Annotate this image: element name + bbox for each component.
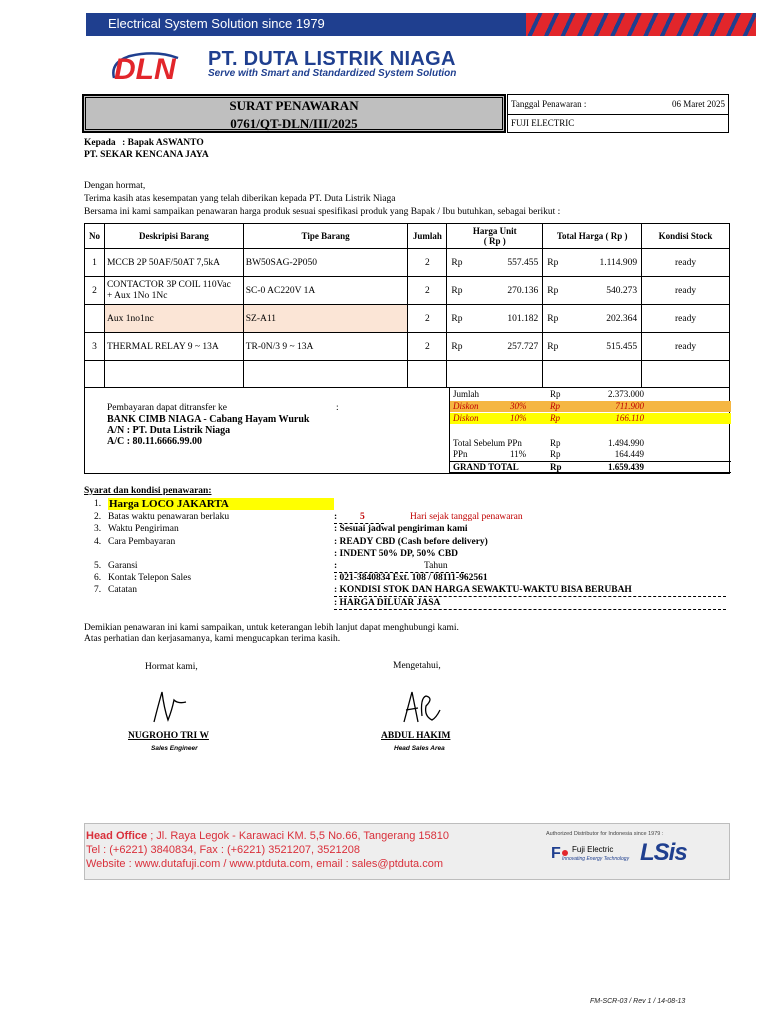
- closing-text: [84, 623, 459, 645]
- date-box: [507, 94, 729, 133]
- footer-web: Website : www.dutafuji.com / www.ptduta.com, email : sales@ptduta.com: [86, 858, 443, 870]
- document-title: SURAT PENAWARAN: [229, 98, 359, 113]
- currency: Rp: [547, 341, 559, 352]
- header-stripes: [526, 13, 756, 36]
- validity-note: Hari sejak tanggal penawaran: [410, 512, 523, 522]
- form-code: FM-SCR-03 / Rev 1 / 14-08-13: [590, 998, 686, 1005]
- header-qty: Jumlah: [408, 224, 447, 249]
- dln-logo: [108, 48, 200, 84]
- total-sebelum-ppn: Total Sebelum PPn Rp 1.494.990: [453, 438, 644, 448]
- fuji-name: Fuji Electric: [572, 845, 614, 854]
- row-no: 1: [85, 249, 105, 277]
- currency: Rp: [547, 313, 559, 324]
- right-signature-name: ABDUL HAKIM: [381, 731, 451, 741]
- row-unit-price: [447, 277, 543, 305]
- payment-colon: :: [336, 403, 339, 413]
- term-notes: 7. Catatan : KONDISI STOK DAN HARGA SEWAKTU-WAKTU BISA BERUBAH: [94, 585, 632, 595]
- row-type: TR-0N/3 9 ~ 13A: [243, 333, 408, 361]
- right-signature-image: [396, 686, 444, 728]
- payment-info: [107, 403, 309, 447]
- term-price: 1. Harga LOCO JAKARTA: [84, 498, 734, 510]
- row-desc: Aux 1no1nc: [104, 305, 243, 333]
- footer-office-line: [86, 830, 449, 842]
- row-desc: [104, 277, 243, 305]
- row-total: [543, 305, 642, 333]
- row-qty: 2: [408, 333, 447, 361]
- row-stock: ready: [642, 249, 730, 277]
- row-qty: 2: [408, 277, 447, 305]
- term-payment: 4. Cara Pembayaran : READY CBD (Cash before delivery): [94, 537, 488, 547]
- kepada-value: : Bapak ASWANTO: [122, 138, 204, 148]
- company-name: PT. DUTA LISTRIK NIAGA: [208, 48, 456, 70]
- currency: Rp: [451, 313, 463, 324]
- header-band: [86, 13, 756, 36]
- header-unit-price: [447, 224, 543, 249]
- brand-name: FUJI ELECTRIC: [508, 114, 728, 131]
- row-qty: 2: [408, 249, 447, 277]
- closing-line-2: Atas perhatian dan kerjasamanya, kami mengucapkan terima kasih.: [84, 634, 341, 644]
- total-diskon-2: Diskon 10% Rp 166.110: [450, 413, 731, 424]
- company-slogan: Serve with Smart and Standardized System Solution: [208, 68, 457, 79]
- table-row: [85, 249, 730, 277]
- date-label: Tanggal Penawaran :: [511, 99, 587, 109]
- row-total: [543, 277, 642, 305]
- row-type: BW50SAG-2P050: [243, 249, 408, 277]
- tagline: Electrical System Solution since 1979: [108, 16, 325, 31]
- svg-text:F: F: [551, 845, 561, 861]
- left-signature-role: Hormat kami,: [145, 662, 198, 672]
- header-unit-price-label: Harga Unit: [472, 226, 517, 236]
- currency: Rp: [547, 285, 559, 296]
- left-signature-name: NUGROHO TRI W: [128, 731, 209, 741]
- term-notes-2: : HARGA DILUAR JASA: [334, 598, 441, 608]
- row-total: [543, 333, 642, 361]
- row-no: 2: [85, 277, 105, 305]
- right-signature-title: Head Sales Area: [394, 745, 445, 752]
- payment-line: Pembayaran dapat ditransfer ke: [107, 403, 228, 413]
- left-signature-title: Sales Engineer: [151, 745, 198, 752]
- footer-authorized: Authorized Distributor for Indonesia since 1979 :: [546, 831, 664, 837]
- row-type: SZ-A11: [243, 305, 408, 333]
- date-value: 06 Maret 2025: [672, 99, 725, 109]
- logo-text: DLN: [114, 53, 176, 84]
- term-contact: 6. Kontak Telepon Sales : 021-3840834 Ext. 108 / 08111-962561: [94, 573, 488, 583]
- row-unit-price: [447, 305, 543, 333]
- totals-panel: [449, 388, 730, 474]
- unit-price-value: 257.727: [507, 341, 539, 352]
- document-title-box: [82, 94, 506, 133]
- row-no: [85, 305, 105, 333]
- fuji-tagline: Innovating Energy Technology: [562, 856, 630, 862]
- currency: Rp: [451, 285, 463, 296]
- row-qty: 2: [408, 305, 447, 333]
- unit-price-value: 557.455: [507, 257, 539, 268]
- row-desc: THERMAL RELAY 9 ~ 13A: [104, 333, 243, 361]
- unit-price-value: 101.182: [507, 313, 539, 324]
- total-value: 540.273: [606, 285, 638, 296]
- footer-tel: Tel : (+6221) 3840834, Fax : (+6221) 3521207, 3521208: [86, 844, 360, 856]
- recipient-line: [84, 138, 204, 148]
- account-number: A/C : 80.11.6666.99.00: [107, 436, 202, 447]
- grand-total: GRAND TOTAL Rp 1.659.439: [450, 461, 731, 473]
- currency: Rp: [547, 257, 559, 268]
- kepada-label: Kepada: [84, 138, 116, 148]
- terms-heading: Syarat dan kondisi penawaran:: [84, 486, 212, 496]
- total-ppn: PPn 11% Rp 164.449: [453, 449, 644, 459]
- term-warranty: 5. Garansi : Tahun: [94, 561, 448, 571]
- header-total: Total Harga ( Rp ): [543, 224, 642, 249]
- recipient-company: PT. SEKAR KENCANA JAYA: [84, 150, 209, 160]
- table-row: [85, 333, 730, 361]
- header-stock: Kondisi Stock: [642, 224, 730, 249]
- closing-line-1: Demikian penawaran ini kami sampaikan, untuk keterangan lebih lanjut dapat menghubungi kami.: [84, 623, 459, 633]
- term-payment-2: : INDENT 50% DP, 50% CBD: [334, 549, 459, 559]
- table-header-row: [85, 224, 730, 249]
- row-total: [543, 249, 642, 277]
- total-jumlah: Jumlah Rp 2.373.000: [453, 389, 644, 399]
- header-unit-price-sub: ( Rp ): [483, 236, 506, 246]
- right-signature-role: Mengetahui,: [393, 661, 441, 671]
- row-stock: ready: [642, 333, 730, 361]
- validity-days: 5: [360, 512, 365, 522]
- header-no: No: [85, 224, 105, 249]
- header-desc: Deskripisi Barang: [104, 224, 243, 249]
- table-row: [85, 277, 730, 305]
- row-stock: ready: [642, 305, 730, 333]
- unit-price-value: 270.136: [507, 285, 539, 296]
- intro-line-2: Bersama ini kami sampaikan penawaran harga produk sesuai spesifikasi produk yang Bapak / Ibu butuhkan, sebagai berikut :: [84, 207, 561, 217]
- currency: Rp: [451, 341, 463, 352]
- account-name: A/N : PT. Duta Listrik Niaga: [107, 425, 231, 436]
- ls-logo: LSis: [640, 839, 687, 866]
- table-row: [85, 305, 730, 333]
- term-delivery: 3. Waktu Pengiriman : Sesuai jadwal pengiriman kami: [94, 524, 468, 534]
- row-unit-price: [447, 249, 543, 277]
- row-desc: MCCB 2P 50AF/50AT 7,5kA: [104, 249, 243, 277]
- intro-line-1: Terima kasih atas kesempatan yang telah diberikan kepada PT. Duta Listrik Niaga: [84, 194, 396, 204]
- total-diskon-1: Diskon 30% Rp 711.900: [450, 401, 731, 412]
- row-type: SC-0 AC220V 1A: [243, 277, 408, 305]
- header-type: Tipe Barang: [243, 224, 408, 249]
- row-desc-line-1: CONTACTOR 3P COIL 110Vac: [106, 279, 231, 290]
- table-row-empty: [85, 361, 730, 388]
- bank-name: BANK CIMB NIAGA - Cabang Hayam Wuruk: [107, 414, 310, 425]
- row-stock: ready: [642, 277, 730, 305]
- row-unit-price: [447, 333, 543, 361]
- currency: Rp: [451, 257, 463, 268]
- total-value: 515.455: [606, 341, 638, 352]
- left-signature-image: [148, 686, 192, 726]
- total-value: 1.114.909: [599, 257, 638, 268]
- office-label: Head Office: [86, 830, 148, 842]
- greeting: Dengan hormat,: [84, 181, 146, 191]
- row-desc-line-2: + Aux 1No 1Nc: [106, 290, 168, 301]
- total-value: 202.364: [606, 313, 638, 324]
- office-address: ; Jl. Raya Legok - Karawaci KM. 5,5 No.66, Tangerang 15810: [147, 830, 450, 842]
- row-no: 3: [85, 333, 105, 361]
- document-number: 0761/QT-DLN/III/2025: [230, 116, 358, 131]
- term-validity: 2. Batas waktu penawaran berlaku : 5 Hari sejak tanggal penawaran: [94, 512, 523, 522]
- items-table: [84, 223, 730, 388]
